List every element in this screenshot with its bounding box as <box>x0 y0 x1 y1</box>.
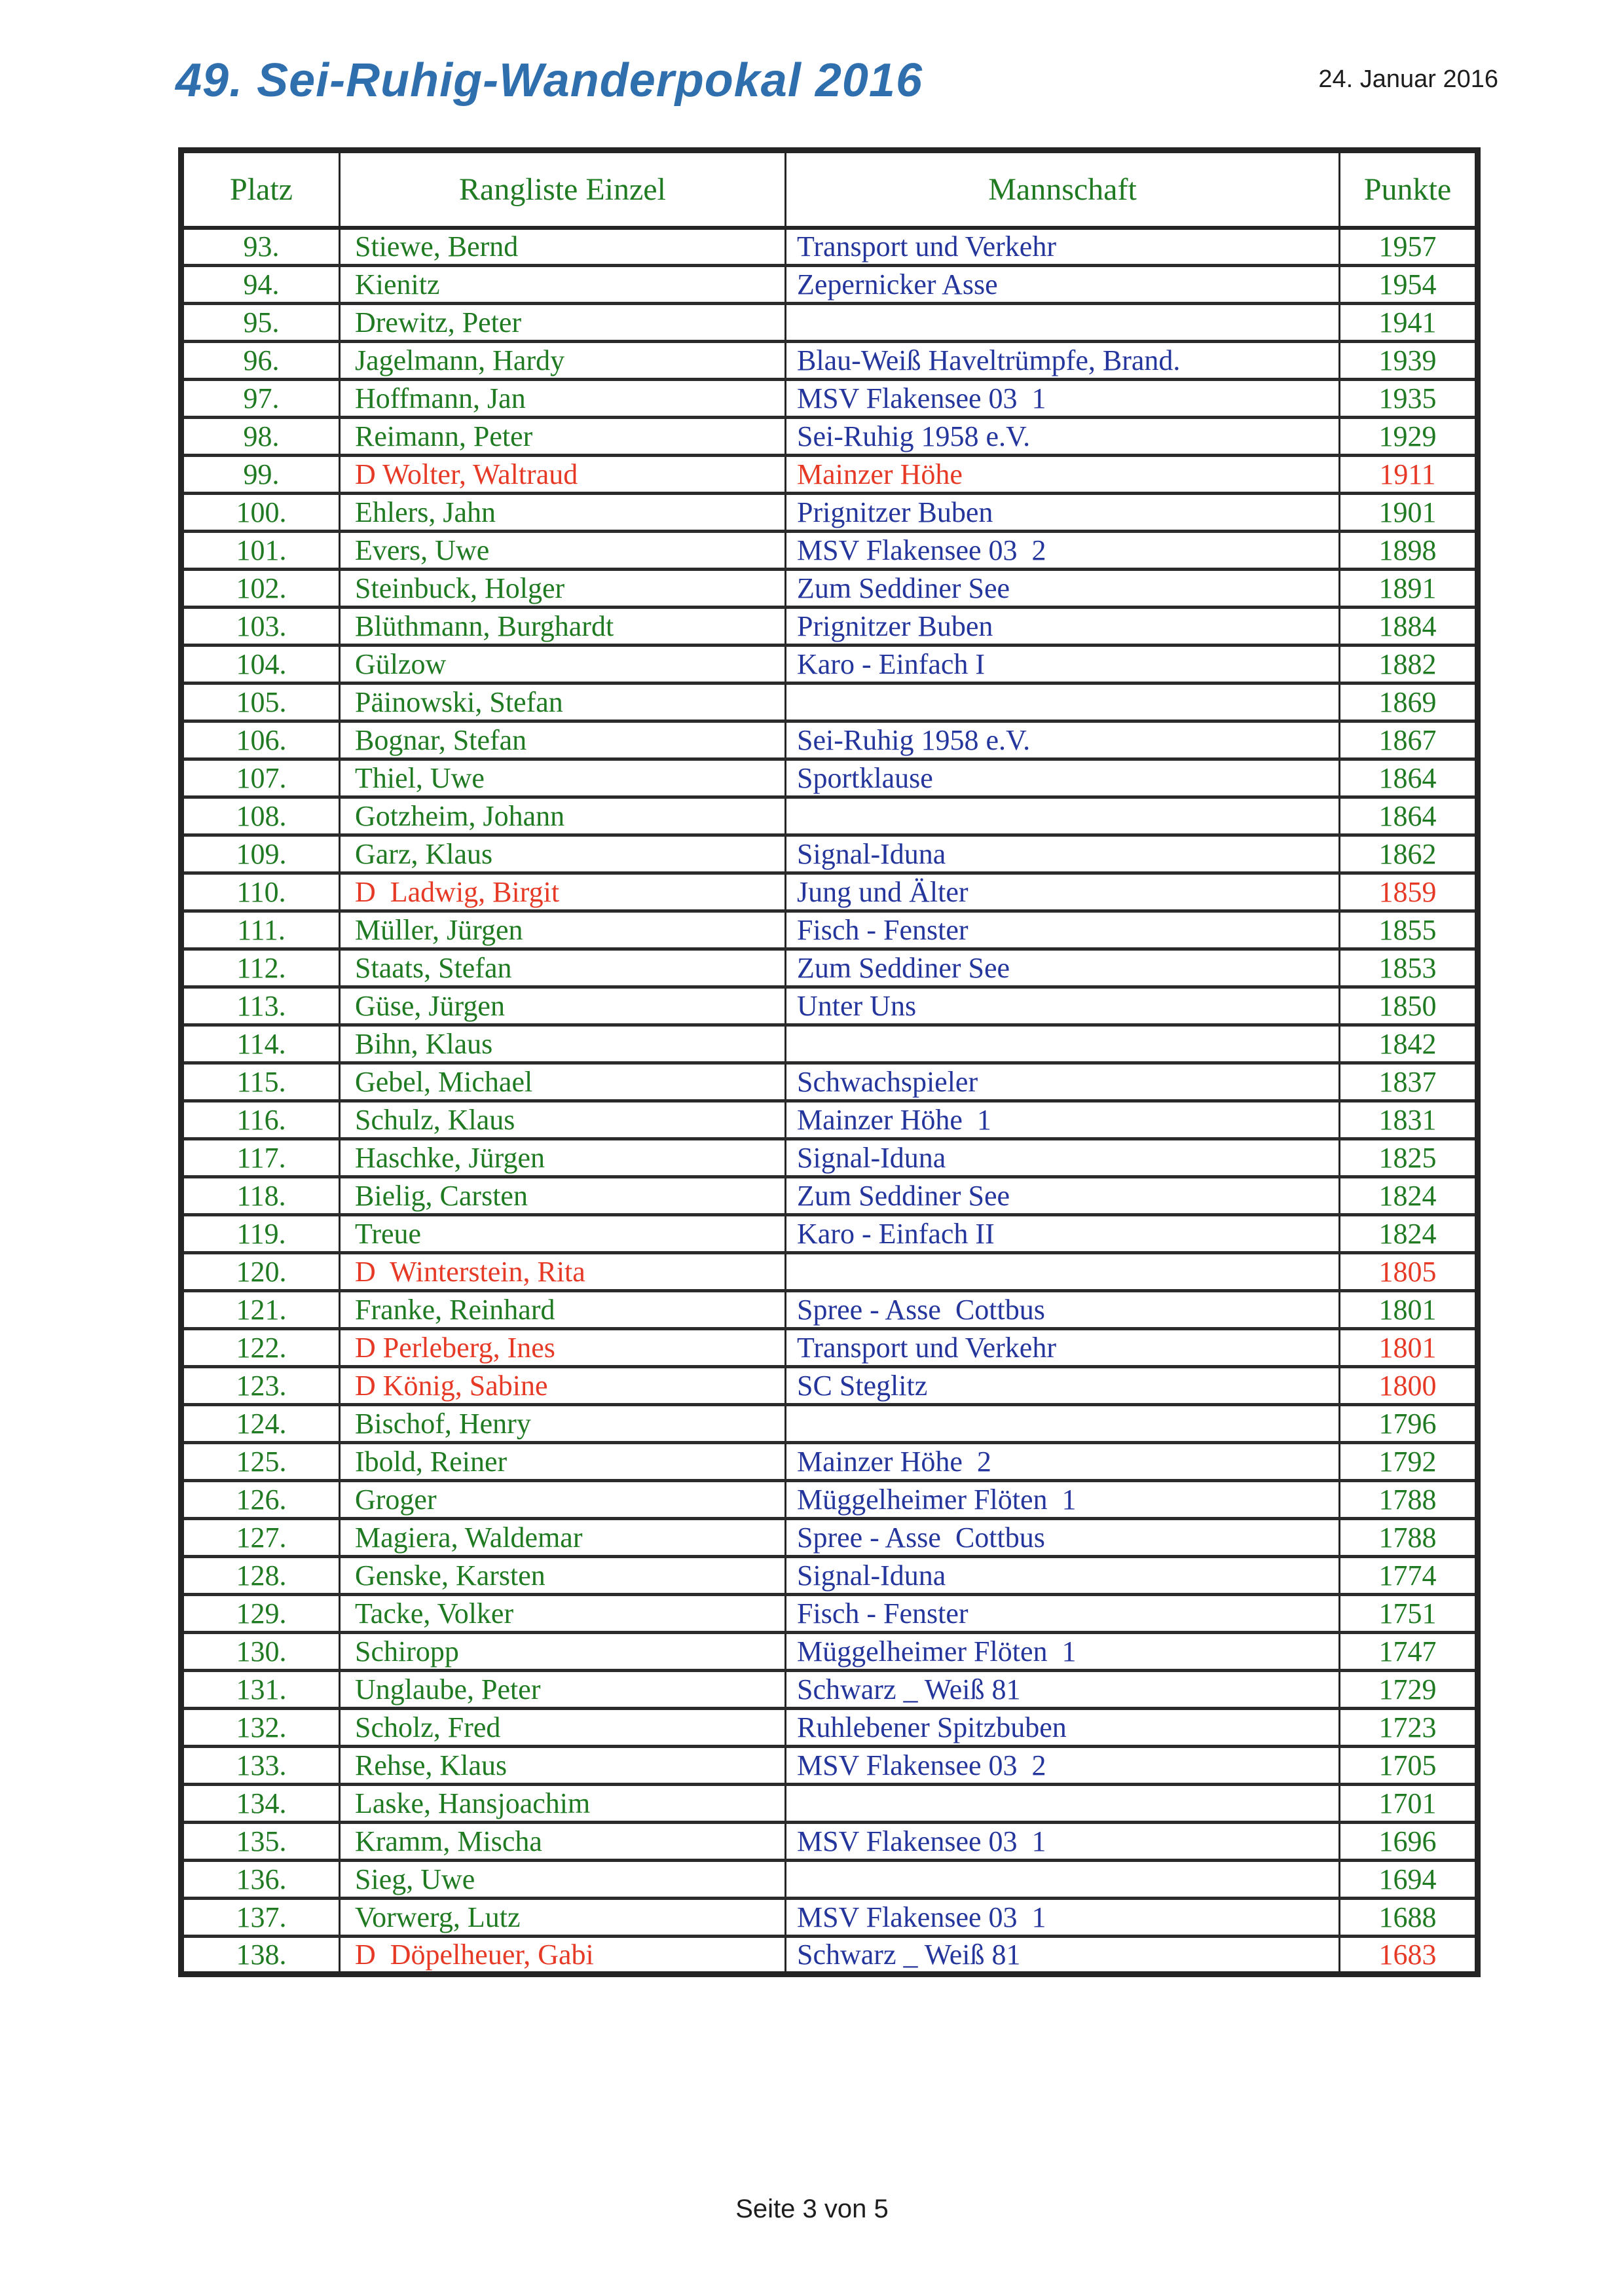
table-row <box>181 1139 1478 1177</box>
team-cell: Signal-Iduna <box>786 1139 1340 1177</box>
rank-cell: 109. <box>181 835 340 873</box>
player-name-cell: D Döpelheuer, Gabi <box>340 1937 786 1975</box>
player-name-cell: Genske, Karsten <box>340 1557 786 1595</box>
rank-cell: 107. <box>181 759 340 797</box>
team-cell: Schwachspieler <box>786 1063 1340 1101</box>
team-cell: Müggelheimer Flöten 1 <box>786 1481 1340 1519</box>
player-name-cell: Bischof, Henry <box>340 1405 786 1443</box>
table-header-row <box>181 151 1478 228</box>
table-row <box>181 1481 1478 1519</box>
points-cell: 1867 <box>1378 724 1437 756</box>
player-name-cell: D Perleberg, Ines <box>340 1329 786 1367</box>
team-cell <box>786 1025 1340 1063</box>
rank-cell: 98. <box>181 418 340 456</box>
player-name-cell: Haschke, Jürgen <box>340 1139 786 1177</box>
rank-cell: 106. <box>181 721 340 759</box>
rank-cell: 119. <box>181 1215 340 1253</box>
team-cell: Signal-Iduna <box>786 835 1340 873</box>
rank-cell: 137. <box>181 1899 340 1937</box>
rank-cell: 130. <box>181 1633 340 1671</box>
team-cell: Prignitzer Buben <box>786 608 1340 646</box>
table-row <box>181 266 1478 304</box>
rank-cell: 105. <box>181 683 340 721</box>
player-name-cell: Gülzow <box>340 646 786 683</box>
player-name-cell: Garz, Klaus <box>340 835 786 873</box>
team-cell: Sei-Ruhig 1958 e.V. <box>786 418 1340 456</box>
table-row <box>181 304 1478 342</box>
col-header-team: Mannschaft <box>786 151 1340 228</box>
player-name-cell: D Wolter, Waltraud <box>340 456 786 494</box>
player-name-cell: Gebel, Michael <box>340 1063 786 1101</box>
player-name-cell: Evers, Uwe <box>340 532 786 570</box>
table-row <box>181 532 1478 570</box>
player-name-cell: Hoffmann, Jan <box>340 380 786 418</box>
rank-cell: 100. <box>181 494 340 532</box>
player-name-cell: Blüthmann, Burghardt <box>340 608 786 646</box>
player-name-cell: D Ladwig, Birgit <box>340 873 786 911</box>
points-cell: 1864 <box>1378 762 1437 794</box>
team-cell: MSV Flakensee 03 1 <box>786 1823 1340 1861</box>
team-cell: Transport und Verkehr <box>786 228 1340 266</box>
points-cell: 1929 <box>1378 420 1437 452</box>
player-name-cell: Treue <box>340 1215 786 1253</box>
team-cell: MSV Flakensee 03 1 <box>786 1899 1340 1937</box>
rank-cell: 103. <box>181 608 340 646</box>
col-header-punkte: Punkte <box>1340 151 1478 228</box>
player-name-cell: Groger <box>340 1481 786 1519</box>
player-name-cell: Schiropp <box>340 1633 786 1671</box>
team-cell: Sei-Ruhig 1958 e.V. <box>786 721 1340 759</box>
col-header-platz: Platz <box>181 151 340 228</box>
team-cell: Ruhlebener Spitzbuben <box>786 1709 1340 1747</box>
points-cell: 1683 <box>1378 1939 1437 1971</box>
team-cell: Zum Seddiner See <box>786 1177 1340 1215</box>
points-cell: 1723 <box>1378 1711 1437 1743</box>
rank-cell: 132. <box>181 1709 340 1747</box>
table-row <box>181 1253 1478 1291</box>
rank-cell: 114. <box>181 1025 340 1063</box>
player-name-cell: Staats, Stefan <box>340 949 786 987</box>
rank-cell: 101. <box>181 532 340 570</box>
rank-cell: 124. <box>181 1405 340 1443</box>
points-cell: 1796 <box>1378 1408 1437 1440</box>
points-cell: 1869 <box>1378 686 1437 718</box>
table-row <box>181 456 1478 494</box>
rank-cell: 133. <box>181 1747 340 1785</box>
player-name-cell: Schulz, Klaus <box>340 1101 786 1139</box>
team-cell: Jung und Älter <box>786 873 1340 911</box>
team-cell: Karo - Einfach I <box>786 646 1340 683</box>
team-cell <box>786 1253 1340 1291</box>
player-name-cell: Thiel, Uwe <box>340 759 786 797</box>
table-row <box>181 1937 1478 1975</box>
points-cell: 1884 <box>1378 610 1437 642</box>
team-cell <box>786 683 1340 721</box>
team-cell: Unter Uns <box>786 987 1340 1025</box>
table-row <box>181 1595 1478 1633</box>
table-row <box>181 494 1478 532</box>
rank-cell: 128. <box>181 1557 340 1595</box>
points-cell: 1941 <box>1378 306 1437 338</box>
player-name-cell: Sieg, Uwe <box>340 1861 786 1899</box>
table-row <box>181 1177 1478 1215</box>
rank-cell: 94. <box>181 266 340 304</box>
table-row <box>181 1633 1478 1671</box>
rank-cell: 93. <box>181 228 340 266</box>
player-name-cell: Kramm, Mischa <box>340 1823 786 1861</box>
points-cell: 1801 <box>1378 1332 1437 1364</box>
table-row <box>181 1291 1478 1329</box>
table-row <box>181 759 1478 797</box>
points-cell: 1853 <box>1378 952 1437 984</box>
team-cell <box>786 797 1340 835</box>
points-cell: 1824 <box>1378 1180 1437 1212</box>
player-name-cell: Ibold, Reiner <box>340 1443 786 1481</box>
points-cell: 1751 <box>1378 1597 1437 1630</box>
player-name-cell: Laske, Hansjoachim <box>340 1785 786 1823</box>
table-row <box>181 1025 1478 1063</box>
rank-cell: 122. <box>181 1329 340 1367</box>
player-name-cell: Päinowski, Stefan <box>340 683 786 721</box>
points-cell: 1705 <box>1378 1749 1437 1781</box>
player-name-cell: Kienitz <box>340 266 786 304</box>
player-name-cell: Müller, Jürgen <box>340 911 786 949</box>
table-row <box>181 797 1478 835</box>
table-row <box>181 570 1478 608</box>
player-name-cell: Stiewe, Bernd <box>340 228 786 266</box>
points-cell: 1831 <box>1378 1104 1437 1136</box>
rank-cell: 102. <box>181 570 340 608</box>
team-cell: Spree - Asse Cottbus <box>786 1291 1340 1329</box>
points-cell: 1837 <box>1378 1066 1437 1098</box>
rank-cell: 118. <box>181 1177 340 1215</box>
rank-cell: 111. <box>181 911 340 949</box>
player-name-cell: Tacke, Volker <box>340 1595 786 1633</box>
team-cell: Fisch - Fenster <box>786 911 1340 949</box>
rank-cell: 129. <box>181 1595 340 1633</box>
rank-cell: 95. <box>181 304 340 342</box>
player-name-cell: Drewitz, Peter <box>340 304 786 342</box>
points-cell: 1694 <box>1378 1863 1437 1895</box>
rank-cell: 134. <box>181 1785 340 1823</box>
rank-cell: 131. <box>181 1671 340 1709</box>
rank-cell: 126. <box>181 1481 340 1519</box>
rank-cell: 96. <box>181 342 340 380</box>
team-cell: Blau-Weiß Haveltrümpfe, Brand. <box>786 342 1340 380</box>
points-cell: 1862 <box>1378 838 1437 870</box>
points-cell: 1729 <box>1378 1673 1437 1705</box>
table-row <box>181 835 1478 873</box>
points-cell: 1696 <box>1378 1825 1437 1857</box>
team-cell: Sportklause <box>786 759 1340 797</box>
points-cell: 1882 <box>1378 648 1437 680</box>
team-cell <box>786 1785 1340 1823</box>
player-name-cell: Vorwerg, Lutz <box>340 1899 786 1937</box>
rank-cell: 136. <box>181 1861 340 1899</box>
points-cell: 1859 <box>1378 876 1437 908</box>
table-row <box>181 987 1478 1025</box>
rank-cell: 127. <box>181 1519 340 1557</box>
table-row <box>181 608 1478 646</box>
player-name-cell: Gotzheim, Johann <box>340 797 786 835</box>
player-name-cell: Magiera, Waldemar <box>340 1519 786 1557</box>
table-row <box>181 646 1478 683</box>
team-cell: Mainzer Höhe 1 <box>786 1101 1340 1139</box>
points-cell: 1850 <box>1378 990 1437 1022</box>
rank-cell: 110. <box>181 873 340 911</box>
team-cell <box>786 1861 1340 1899</box>
page-title: 49. Sei-Ruhig-Wanderpokal 2016 <box>175 54 923 107</box>
points-cell: 1855 <box>1378 914 1437 946</box>
table-row <box>181 683 1478 721</box>
points-cell: 1957 <box>1378 230 1437 263</box>
table-row <box>181 721 1478 759</box>
team-cell: SC Steglitz <box>786 1367 1340 1405</box>
team-cell: Transport und Verkehr <box>786 1329 1340 1367</box>
team-cell: MSV Flakensee 03 2 <box>786 1747 1340 1785</box>
team-cell: Signal-Iduna <box>786 1557 1340 1595</box>
team-cell: Spree - Asse Cottbus <box>786 1519 1340 1557</box>
team-cell: Prignitzer Buben <box>786 494 1340 532</box>
rank-cell: 104. <box>181 646 340 683</box>
table-row <box>181 342 1478 380</box>
rank-cell: 117. <box>181 1139 340 1177</box>
points-cell: 1939 <box>1378 344 1437 376</box>
team-cell: Mainzer Höhe 2 <box>786 1443 1340 1481</box>
rank-cell: 138. <box>181 1937 340 1975</box>
team-cell: Zepernicker Asse <box>786 266 1340 304</box>
rank-cell: 120. <box>181 1253 340 1291</box>
points-cell: 1901 <box>1378 496 1437 528</box>
points-cell: 1801 <box>1378 1294 1437 1326</box>
table-row <box>181 911 1478 949</box>
player-name-cell: Ehlers, Jahn <box>340 494 786 532</box>
team-cell: Karo - Einfach II <box>786 1215 1340 1253</box>
rank-cell: 97. <box>181 380 340 418</box>
table-row <box>181 1671 1478 1709</box>
player-name-cell: Bihn, Klaus <box>340 1025 786 1063</box>
points-cell: 1805 <box>1378 1256 1437 1288</box>
table-row <box>181 380 1478 418</box>
rank-cell: 112. <box>181 949 340 987</box>
table-row <box>181 1405 1478 1443</box>
table-row <box>181 1367 1478 1405</box>
points-cell: 1954 <box>1378 268 1437 301</box>
points-cell: 1864 <box>1378 800 1437 832</box>
table-row <box>181 1329 1478 1367</box>
page-footer: Seite 3 von 5 <box>735 2195 889 2223</box>
table-row <box>181 1861 1478 1899</box>
points-cell: 1701 <box>1378 1787 1437 1819</box>
team-cell: Müggelheimer Flöten 1 <box>786 1633 1340 1671</box>
team-cell: Schwarz _ Weiß 81 <box>786 1937 1340 1975</box>
team-cell: MSV Flakensee 03 1 <box>786 380 1340 418</box>
points-cell: 1891 <box>1378 572 1437 604</box>
player-name-cell: Unglaube, Peter <box>340 1671 786 1709</box>
table-row <box>181 1063 1478 1101</box>
rank-cell: 135. <box>181 1823 340 1861</box>
player-name-cell: Bognar, Stefan <box>340 721 786 759</box>
team-cell: Fisch - Fenster <box>786 1595 1340 1633</box>
table-row <box>181 1443 1478 1481</box>
points-cell: 1911 <box>1379 458 1436 490</box>
table-row <box>181 1899 1478 1937</box>
rank-cell: 121. <box>181 1291 340 1329</box>
player-name-cell: Bielig, Carsten <box>340 1177 786 1215</box>
col-header-name: Rangliste Einzel <box>340 151 786 228</box>
rank-cell: 99. <box>181 456 340 494</box>
team-cell: Zum Seddiner See <box>786 570 1340 608</box>
table-row <box>181 873 1478 911</box>
player-name-cell: Reimann, Peter <box>340 418 786 456</box>
player-name-cell: Franke, Reinhard <box>340 1291 786 1329</box>
player-name-cell: D Winterstein, Rita <box>340 1253 786 1291</box>
table-row <box>181 228 1478 266</box>
points-cell: 1935 <box>1378 382 1437 414</box>
document-date: 24. Januar 2016 <box>1318 65 1498 93</box>
team-cell: Zum Seddiner See <box>786 949 1340 987</box>
table-row <box>181 1785 1478 1823</box>
points-cell: 1800 <box>1378 1370 1437 1402</box>
table-row <box>181 949 1478 987</box>
points-cell: 1842 <box>1378 1028 1437 1060</box>
table-row <box>181 1519 1478 1557</box>
team-cell: MSV Flakensee 03 2 <box>786 532 1340 570</box>
player-name-cell: Jagelmann, Hardy <box>340 342 786 380</box>
team-cell <box>786 304 1340 342</box>
points-cell: 1774 <box>1378 1559 1437 1592</box>
points-cell: 1688 <box>1378 1901 1437 1933</box>
player-name-cell: Rehse, Klaus <box>340 1747 786 1785</box>
table-row <box>181 1215 1478 1253</box>
player-name-cell: Scholz, Fred <box>340 1709 786 1747</box>
rank-cell: 113. <box>181 987 340 1025</box>
points-cell: 1824 <box>1378 1218 1437 1250</box>
table-row <box>181 1747 1478 1785</box>
table-row <box>181 1823 1478 1861</box>
points-cell: 1792 <box>1378 1446 1437 1478</box>
team-cell: Mainzer Höhe <box>786 456 1340 494</box>
points-cell: 1898 <box>1378 534 1437 566</box>
player-name-cell: Steinbuck, Holger <box>340 570 786 608</box>
rank-cell: 125. <box>181 1443 340 1481</box>
player-name-cell: D König, Sabine <box>340 1367 786 1405</box>
points-cell: 1747 <box>1378 1635 1437 1667</box>
table-row <box>181 418 1478 456</box>
player-name-cell: Güse, Jürgen <box>340 987 786 1025</box>
rank-cell: 115. <box>181 1063 340 1101</box>
rank-cell: 116. <box>181 1101 340 1139</box>
points-cell: 1788 <box>1378 1522 1437 1554</box>
team-cell <box>786 1405 1340 1443</box>
table-row <box>181 1557 1478 1595</box>
points-cell: 1825 <box>1378 1142 1437 1174</box>
rank-cell: 123. <box>181 1367 340 1405</box>
ranking-table <box>178 147 1481 1977</box>
table-row <box>181 1101 1478 1139</box>
rank-cell: 108. <box>181 797 340 835</box>
points-cell: 1788 <box>1378 1484 1437 1516</box>
team-cell: Schwarz _ Weiß 81 <box>786 1671 1340 1709</box>
table-row <box>181 1709 1478 1747</box>
